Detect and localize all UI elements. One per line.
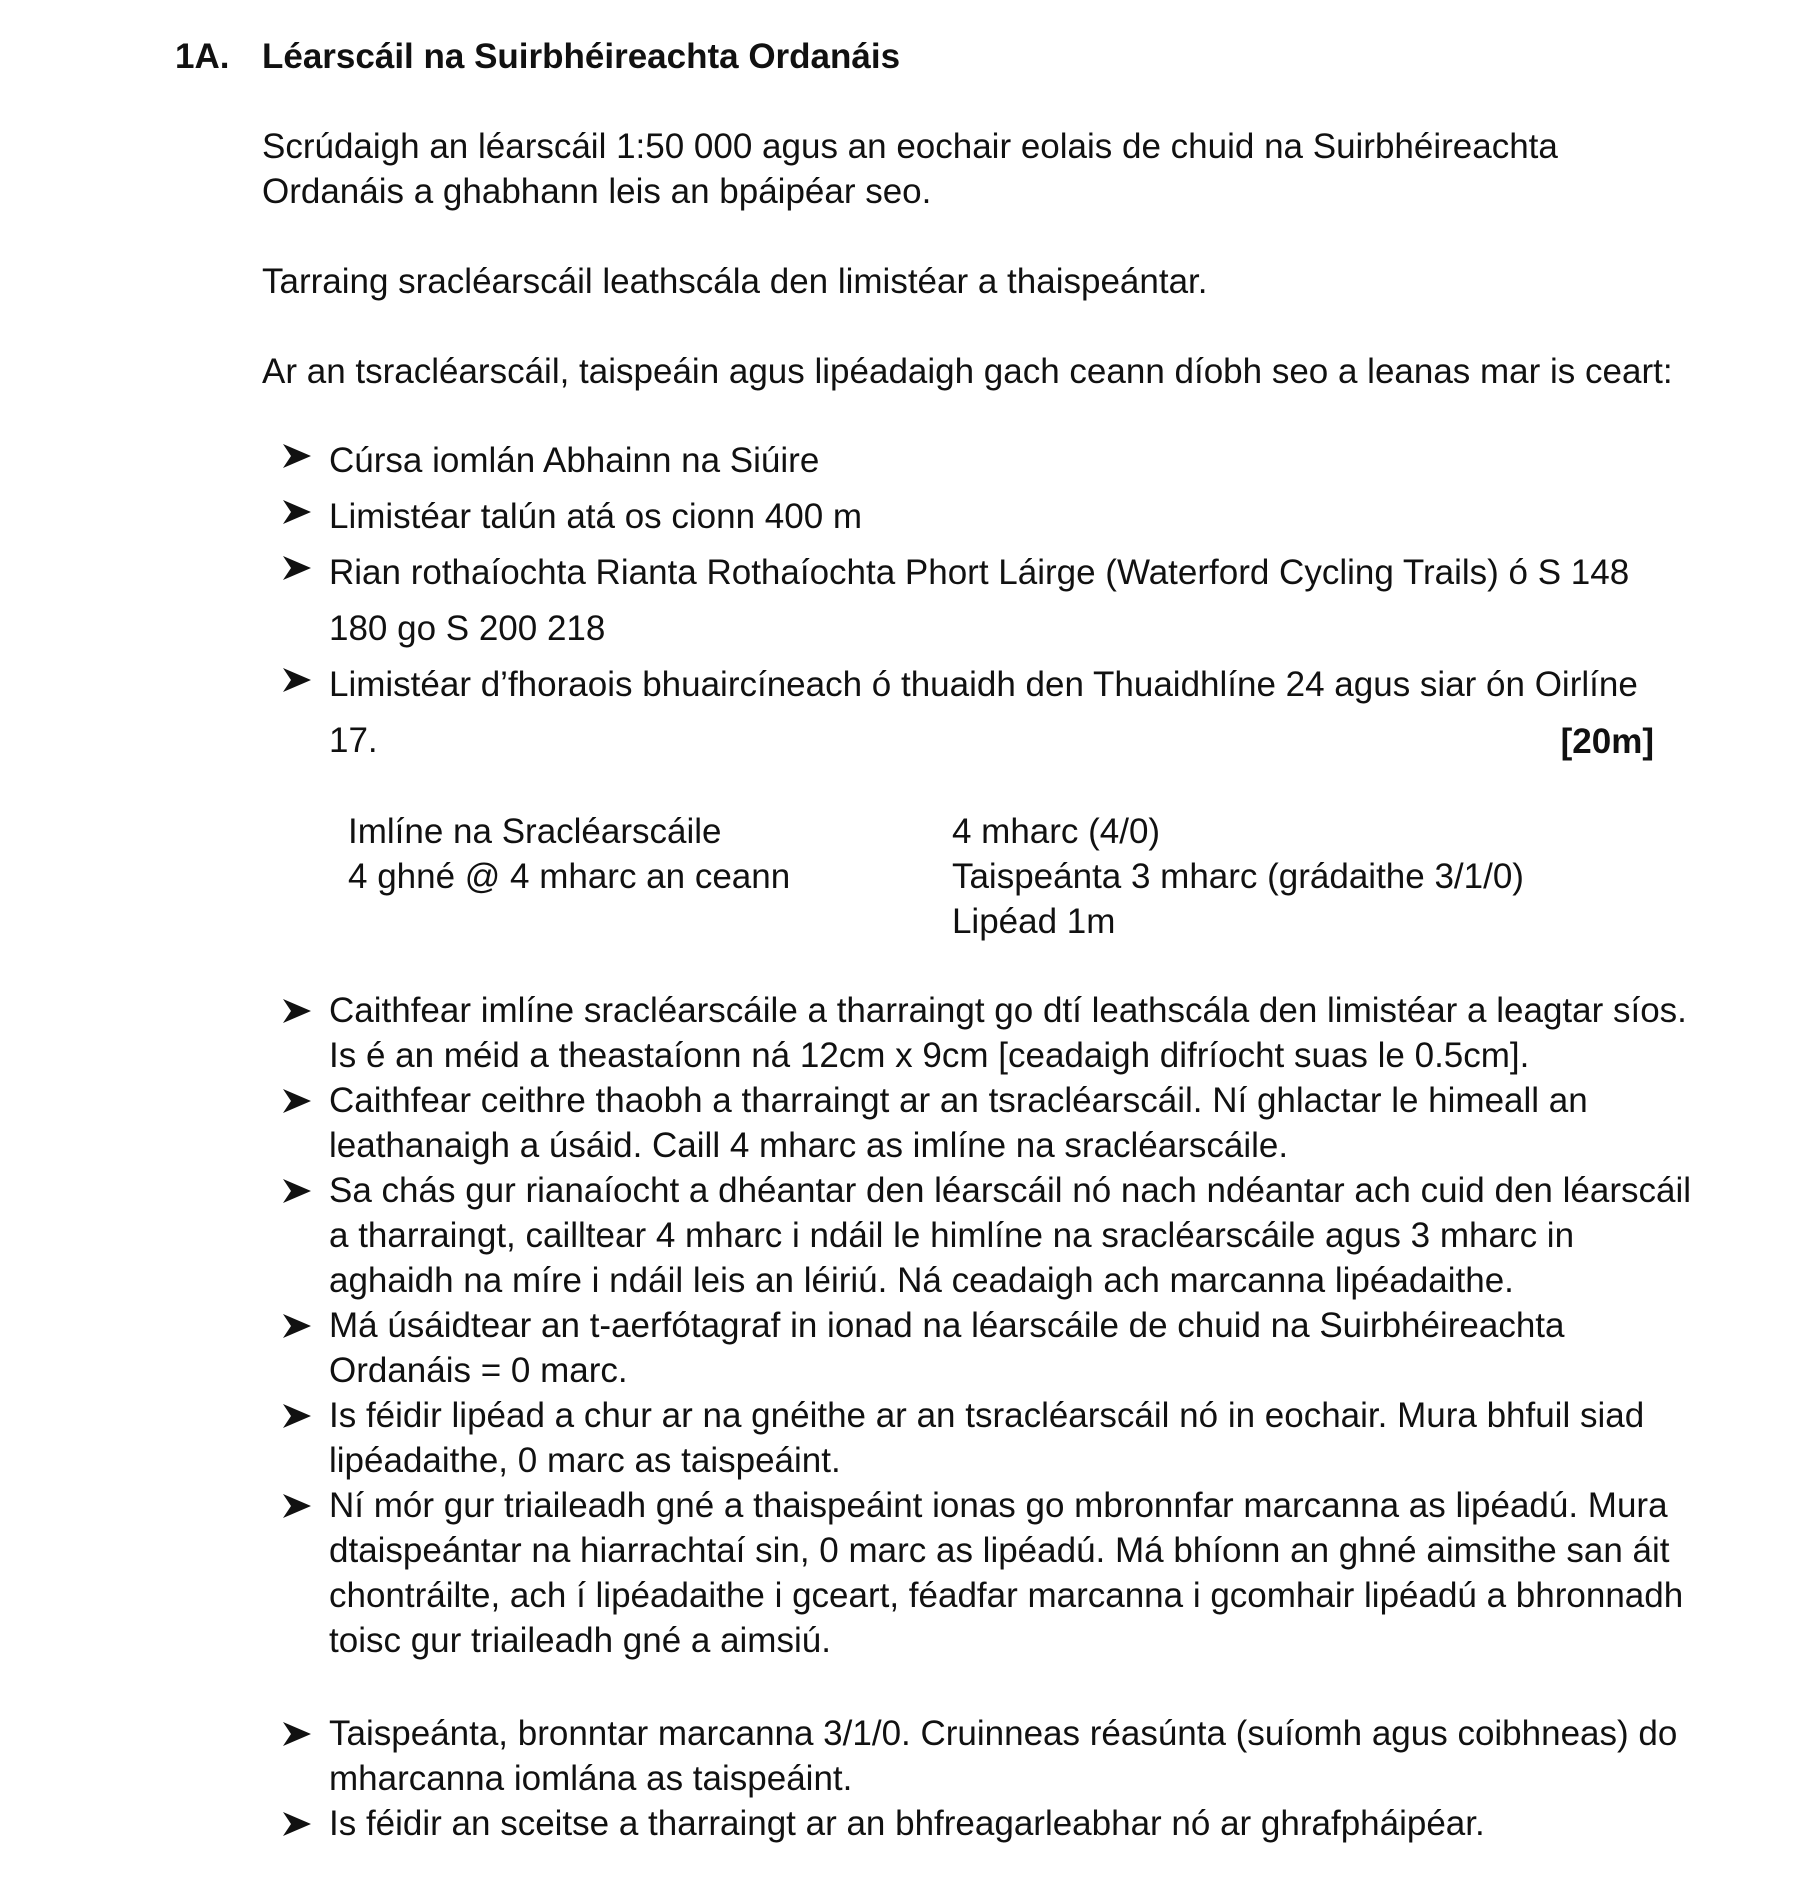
feature-list (282, 433, 1662, 769)
scheme-marks: Lipéad 1m (951, 902, 1116, 941)
note-text: Taispeánta, bronntar marcanna 3/1/0. Cruinneas réasúnta (suíomh agus coibhneas) do mharcanna iomlána as taispeáint. (329, 1714, 1678, 1798)
arrow-bullet-icon (282, 1811, 312, 1837)
question-title: Léarscáil na Suirbhéireachta Ordanáis (262, 37, 901, 76)
note-text: Caithfear ceithre thaobh a tharraingt ar an tsracléarscáil. Ní ghlactar le himeall an leathanaigh a úsáid. Caill 4 mharc as imlíne na sracléarscáile. (329, 1081, 1588, 1165)
feature-text: Rian rothaíochta Rianta Rothaíochta Phort Láirge (Waterford Cycling Trails) ó S 148 180 go S 200 218 (329, 553, 1630, 648)
list-item (282, 1393, 1702, 1483)
notes-list (282, 988, 1702, 1663)
list-item (282, 1801, 1702, 1846)
note-text: Ní mór gur triaileadh gné a thaispeáint ionas go mbronnfar marcanna as lipéadú. Mura dtaispeántar na hiarrachtaí sin, 0 marc as lipéadú. Má bhíonn an ghné aimsithe san áit chontráilte, ach í lipéadaithe i gceart, féadfar marcanna i gcomhair lipéadú a bhronnadh toisc gur triaileadh gné a aimsiú. (329, 1486, 1684, 1660)
arrow-bullet-icon (282, 1088, 312, 1114)
note-text: Sa chás gur rianaíocht a dhéantar den léarscáil nó nach ndéantar ach cuid den léarscáil a tharraingt, cailltear 4 mharc i ndáil le himlíne na sracléarscáile agus 3 mharc in aghaidh na míre i ndáil leis an léiriú. Ná ceadaigh ach marcanna lipéadaithe. (329, 1171, 1691, 1300)
list-item (282, 433, 1662, 489)
list-item (282, 1078, 1702, 1168)
arrow-bullet-icon (282, 499, 312, 525)
arrow-bullet-icon (282, 555, 312, 581)
arrow-bullet-icon (282, 667, 312, 693)
scheme-criterion: Imlíne na Sracléarscáile (348, 812, 722, 851)
note-text: Má úsáidtear an t-aerfótagraf in ionad na léarscáile de chuid na Suirbhéireachta Ordanáis = 0 marc. (329, 1306, 1565, 1390)
arrow-bullet-icon (282, 1313, 312, 1339)
question-number: 1A. (175, 37, 230, 76)
scheme-criterion-empty (348, 899, 952, 944)
marking-scheme-table (348, 809, 1548, 944)
feature-text: Limistéar talún atá os cionn 400 m (329, 497, 863, 536)
note-text: Is féidir lipéad a chur ar na gnéithe ar an tsracléarscáil nó in eochair. Mura bhfuil siad lipéadaithe, 0 marc as taispeáint. (329, 1396, 1645, 1480)
arrow-bullet-icon (282, 1721, 312, 1747)
list-item (282, 489, 1662, 545)
arrow-bullet-icon (282, 443, 312, 469)
list-item (282, 1303, 1702, 1393)
intro-draw-instruction: Tarraing sracléarscáil leathscála den limistéar a thaispeántar. (262, 262, 1208, 301)
note-text: Is féidir an sceitse a tharraingt ar an bhfreagarleabhar nó ar ghrafpháipéar. (329, 1804, 1485, 1843)
intro-show-label-instruction: Ar an tsracléarscáil, taispeáin agus lipéadaigh gach ceann díobh seo a leanas mar is ceart: (262, 352, 1673, 391)
notes-extra-list (282, 1711, 1702, 1846)
list-item (282, 988, 1702, 1078)
list-item (282, 1168, 1702, 1303)
total-marks: [20m] (1560, 722, 1654, 761)
scheme-row-features (348, 854, 1548, 899)
list-item (282, 657, 1662, 769)
arrow-bullet-icon (282, 998, 312, 1024)
feature-text: Cúrsa iomlán Abhainn na Siúire (329, 441, 820, 480)
question-heading (175, 34, 900, 79)
list-item (282, 1711, 1702, 1801)
note-text: Caithfear imlíne sracléarscáile a tharraingt go dtí leathscála den limistéar a leagtar síos. Is é an méid a theastaíonn ná 12cm x 9cm [ceadaigh difríocht suas le 0.5cm]. (329, 991, 1687, 1075)
arrow-bullet-icon (282, 1493, 312, 1519)
feature-text: Limistéar d’fhoraois bhuaircíneach ó thuaidh den Thuaidhlíne 24 agus siar ón Oirlíne 17. (329, 665, 1638, 760)
list-item (282, 1483, 1702, 1663)
scheme-marks: Taispeánta 3 mharc (grádaithe 3/1/0) (951, 857, 1524, 896)
scheme-marks: 4 mharc (4/0) (951, 812, 1161, 851)
scheme-row-label (348, 899, 1548, 944)
intro-instruction: Scrúdaigh an léarscáil 1:50 000 agus an eochair eolais de chuid na Suirbhéireachta Ordanáis a ghabhann leis an bpáipéar seo. (262, 127, 1558, 211)
arrow-bullet-icon (282, 1403, 312, 1429)
scheme-criterion: 4 ghné @ 4 mharc an ceann (348, 857, 791, 896)
list-item (282, 545, 1662, 657)
scheme-row-outline (348, 809, 1548, 854)
arrow-bullet-icon (282, 1178, 312, 1204)
